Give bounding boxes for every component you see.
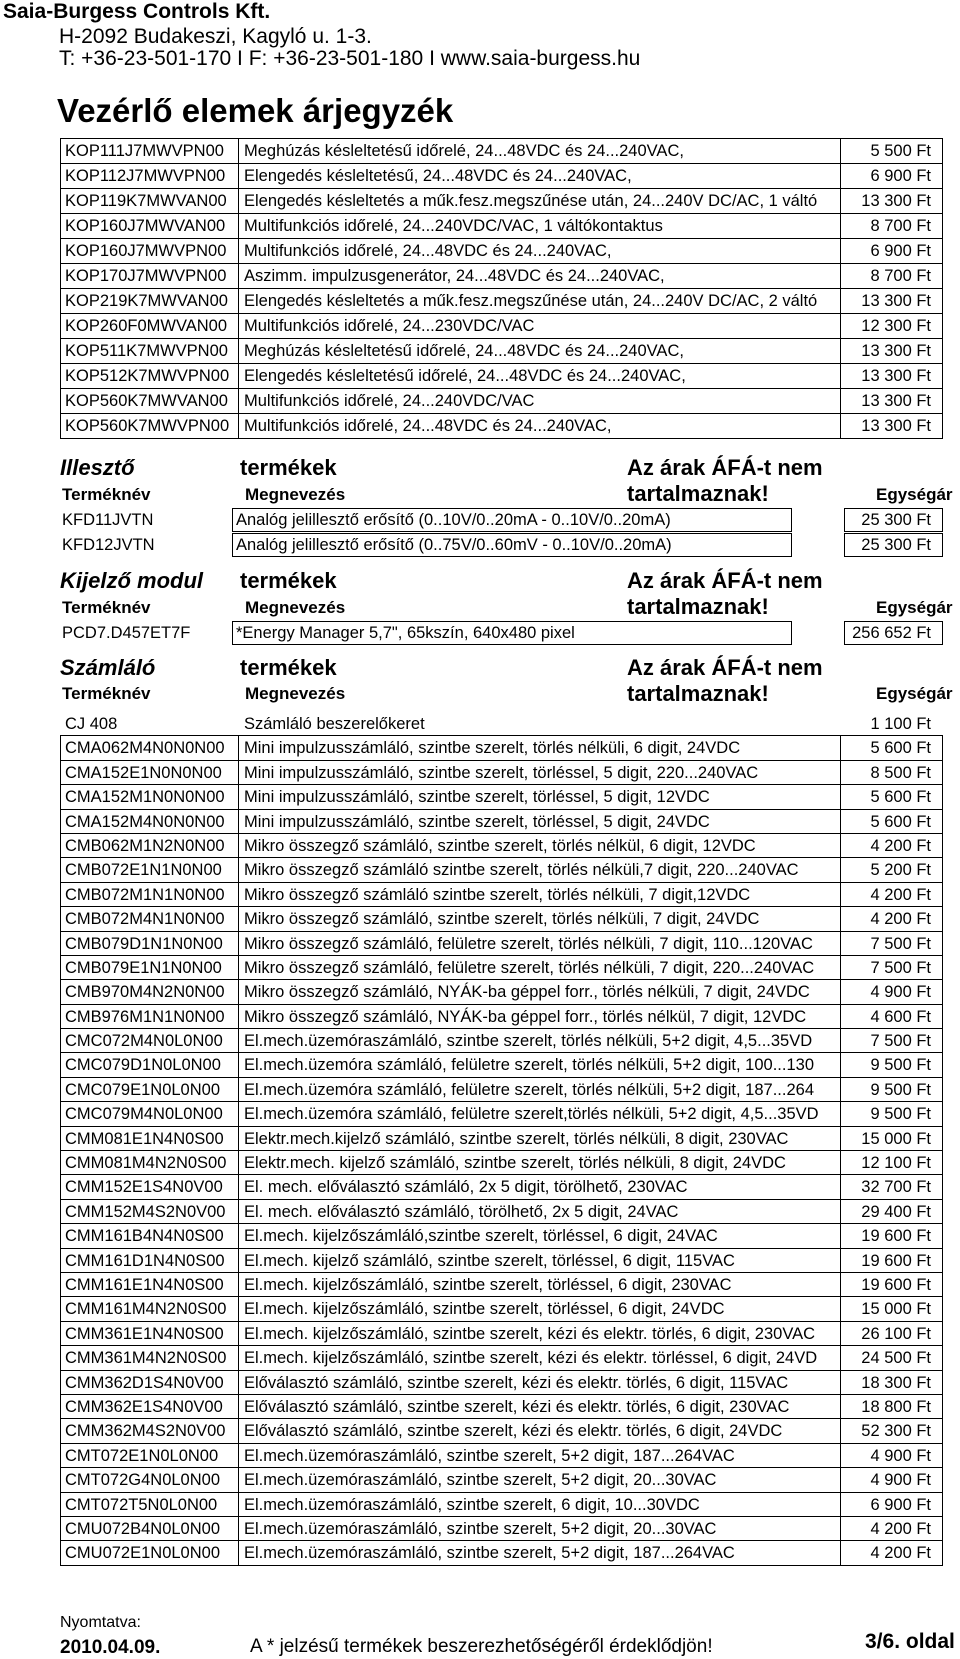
table-row [60,810,943,834]
product-description: El.mech.üzemóraszámláló, szintbe szerelt, 6 digit, 10...30VDC [244,1495,700,1514]
product-price: 32 700 Ft [861,1178,931,1197]
column-header-name: Terméknév [62,485,151,504]
product-price: 9 500 Ft [870,1056,931,1075]
vat-note: Az árak ÁFÁ-t nem tartalmaznak! [627,455,823,506]
column-header-name: Terméknév [62,598,151,617]
section-title-illeszto: Illesztő [60,455,135,480]
product-description: Mikro összegző számláló, felületre szerelt, törlés nélküli, 7 digit, 220...240VAC [244,958,815,977]
product-code: KOP560K7MWVAN00 [65,392,228,410]
product-price: 24 500 Ft [861,1349,931,1368]
column-header-name: Terméknév [62,684,151,703]
product-price: 18 300 Ft [861,1373,931,1392]
product-code: KOP219K7MWVAN00 [65,292,228,310]
product-description: El.mech.üzemóraszámláló, szintbe szerelt, 5+2 digit, 20...30VAC [244,1519,717,1538]
product-description: Mikro összegző számláló szintbe szerelt, törlés nélküli,7 digit, 220...240VAC [244,861,799,880]
szamlalo-table [60,712,943,1566]
product-price: 8 700 Ft [870,267,931,285]
product-description: Mini impulzusszámláló, szintbe szerelt, törléssel, 5 digit, 24VDC [244,812,710,831]
page-title: Vezérlő elemek árjegyzék [57,92,454,129]
product-description: Multifunkciós időrelé, 24...230VDC/VAC [244,317,535,335]
product-description: Multifunkciós időrelé, 24...48VDC és 24...240VAC, [244,417,612,435]
table-row [60,834,943,858]
product-description: Analóg jelillesztő erősítő (0..75V/0..60mV - 0..10V/0..20mA) [232,533,792,557]
product-code: CMM362E1S4N0V00 [65,1397,223,1416]
product-price: 29 400 Ft [861,1202,931,1221]
print-date: 2010.04.09. [60,1637,161,1658]
section-tag: termékek [240,455,337,480]
product-description: Meghúzás késleltetésű időrelé, 24...48VDC és 24...240VAC, [244,142,684,160]
table-row [60,1005,943,1029]
product-price: 19 600 Ft [861,1251,931,1270]
product-code: KOP260F0MWVAN00 [65,317,228,335]
product-price: 19 600 Ft [861,1275,931,1294]
product-code: CMM161B4N4N0S00 [65,1227,224,1246]
product-description: Elengedés késleltetésű időrelé, 24...48VDC és 24...240VAC, [244,367,686,385]
product-description: Mikro összegző számláló szintbe szerelt, törlés nélküli, 7 digit,12VDC [244,885,751,904]
table-row [60,1127,943,1151]
product-price: 13 300 Ft [861,367,931,385]
table-row [60,907,943,931]
product-description: El.mech.üzemóraszámláló, szintbe szerelt, 5+2 digit, 187...264VAC [244,1446,735,1465]
product-code: KOP119K7MWVAN00 [65,192,227,210]
product-code: CMU072B4N0L0N00 [65,1519,221,1538]
product-price: 4 900 Ft [870,1446,931,1465]
product-price: 12 100 Ft [861,1154,931,1173]
table-row [60,1322,943,1346]
product-code: CMM161M4N2N0S00 [65,1300,227,1319]
table-row [60,1273,943,1297]
product-code: KFD11JVTN [62,511,154,529]
product-description: El.mech. kijelzőszámláló,szintbe szerelt, törléssel, 6 digit, 24VAC [244,1227,718,1246]
product-price: 13 300 Ft [861,192,931,210]
section-title-kijelzo: Kijelző modul [60,568,203,593]
product-description: Mini impulzusszámláló, szintbe szerelt, törléssel, 5 digit, 220...240VAC [244,763,759,782]
table-row [60,932,943,956]
table-row [60,736,943,760]
product-description: Multifunkciós időrelé, 24...48VDC és 24...240VAC, [244,242,612,260]
product-description: El. mech. előválasztó számláló, 2x 5 digit, törölhető, 230VAC [244,1178,688,1197]
product-code: CMM081M4N2N0S00 [65,1154,227,1173]
table-row [60,189,943,214]
product-code: CMB072M4N1N0N00 [65,910,225,929]
table-row [60,1297,943,1321]
table-row [60,1151,943,1175]
product-code: KOP160J7MWVAN00 [65,217,226,235]
product-code: CMT072T5N0L0N00 [65,1495,218,1514]
product-description: *Energy Manager 5,7", 65kszín, 640x480 pixel [232,621,792,645]
product-description: El.mech. kijelző számláló, szintbe szerelt, törléssel, 6 digit, 115VAC [244,1251,735,1270]
product-price: 52 300 Ft [861,1422,931,1441]
table-row [60,761,943,785]
product-description: El.mech. kijelzőszámláló, szintbe szerelt, kézi és elektr. törléssel, 6 digit, 24VD [244,1349,818,1368]
column-header-price: Egységár [876,485,953,504]
table-row [60,1371,943,1395]
table-row [60,1102,943,1126]
column-header-desc: Megnevezés [245,485,346,504]
product-code: CMM152M4S2N0V00 [65,1202,226,1221]
product-description: Mikro összegző számláló, szintbe szerelt, törlés nélkül, 6 digit, 12VDC [244,836,756,855]
product-description: Mikro összegző számláló, szintbe szerelt, törlés nélküli, 7 digit, 24VDC [244,910,760,929]
company-contact: T: +36-23-501-170 I F: +36-23-501-180 I www.saia-burgess.hu [59,47,641,70]
product-description: Előválasztó számláló, szintbe szerelt, kézi és elektr. törlés, 6 digit, 115VAC [244,1373,789,1392]
product-description: Mini impulzusszámláló, szintbe szerelt, törléssel, 5 digit, 12VDC [244,788,710,807]
product-description: Mikro összegző számláló, felületre szerelt, törlés nélküli, 7 digit, 110...120VAC [244,934,813,953]
table-row [60,289,943,314]
product-code: CMC079D1N0L0N00 [65,1056,221,1075]
table-row [60,1029,943,1053]
product-description: Elengedés késleltetés a műk.fesz.megszűnése után, 24...240V DC/AC, 1 váltó [244,192,818,210]
table-row [60,1078,943,1102]
product-code: CMB079E1N1N0N00 [65,958,222,977]
product-price: 6 900 Ft [870,167,931,185]
product-price: 9 500 Ft [870,1080,931,1099]
product-price: 7 500 Ft [870,934,931,953]
product-description: El.mech.üzemóra számláló, felületre szerelt, törlés nélküli, 5+2 digit, 100...130 [244,1056,814,1075]
product-description: Multifunkciós időrelé, 24...240VDC/VAC [244,392,535,410]
product-description: El.mech. kijelzőszámláló, szintbe szerelt, kézi és elektr. törlés, 6 digit, 230VAC [244,1324,816,1343]
product-code: CMU072E1N0L0N00 [65,1544,221,1563]
table-row [60,364,943,389]
product-code: CMB072M1N1N0N00 [65,885,225,904]
product-code: CMA152E1N0N0N00 [65,763,222,782]
kop-table [60,138,943,439]
product-code: CMC079M4N0L0N00 [65,1105,223,1124]
product-price: 4 200 Ft [870,910,931,929]
product-code: CMM362M4S2N0V00 [65,1422,226,1441]
printed-label: Nyomtatva: [60,1614,141,1631]
table-row [60,1395,943,1419]
product-price: 7 500 Ft [870,958,931,977]
product-price: 18 800 Ft [861,1397,931,1416]
product-description: Elengedés késleltetés a műk.fesz.megszűnése után, 24...240V DC/AC, 2 váltó [244,292,818,310]
product-price: 15 000 Ft [861,1300,931,1319]
product-price: 8 500 Ft [870,763,931,782]
table-row [60,980,943,1004]
column-header-desc: Megnevezés [245,598,346,617]
product-description: Meghúzás késleltetésű időrelé, 24...48VDC és 24...240VAC, [244,342,684,360]
product-code: CMT072E1N0L0N00 [65,1446,219,1465]
product-description: El. mech. előválasztó számláló, törölhető, 2x 5 digit, 24VAC [244,1202,679,1221]
section-tag: termékek [240,568,337,593]
product-price: 6 900 Ft [870,1495,931,1514]
product-price: 7 500 Ft [870,1032,931,1051]
table-row [60,1249,943,1273]
table-row [60,389,943,414]
product-price: 13 300 Ft [861,292,931,310]
table-row [60,1517,943,1541]
product-code: KOP560K7MWVPN00 [65,417,230,435]
product-description: El.mech.üzemóra számláló, felületre szerelt,törlés nélküli, 5+2 digit, 4,5...35VD [244,1105,819,1124]
product-code: KOP512K7MWVPN00 [65,367,230,385]
product-price: 13 300 Ft [861,392,931,410]
product-code: KOP170J7MWVPN00 [65,267,227,285]
section-title-szamlalo: Számláló [60,655,156,680]
product-code: CMM362D1S4N0V00 [65,1373,224,1392]
product-price: 5 500 Ft [870,142,931,160]
table-row [60,1224,943,1248]
product-description: Aszimm. impulzusgenerátor, 24...48VDC és 24...240VAC, [244,267,665,285]
product-description: Előválasztó számláló, szintbe szerelt, kézi és elektr. törlés, 6 digit, 24VDC [244,1422,783,1441]
product-description: Előválasztó számláló, szintbe szerelt, kézi és elektr. törlés, 6 digit, 230VAC [244,1397,790,1416]
product-description: Elengedés késleltetésű, 24...48VDC és 24...240VAC, [244,167,632,185]
table-row [60,1444,943,1468]
product-price: 9 500 Ft [870,1105,931,1124]
product-price: 26 100 Ft [861,1324,931,1343]
product-price: 5 600 Ft [870,739,931,758]
product-price: 256 652 Ft [852,624,931,642]
product-code: CMM152E1S4N0V00 [65,1178,223,1197]
product-code: CMM161E1N4N0S00 [65,1275,224,1294]
company-address: H-2092 Budakeszi, Kagyló u. 1-3. [59,25,372,48]
product-code: KOP160J7MWVPN00 [65,242,227,260]
product-description: El.mech.üzemóraszámláló, szintbe szerelt, törlés nélküli, 5+2 digit, 4,5...35VD [244,1032,813,1051]
product-price: 5 600 Ft [870,812,931,831]
product-description: El.mech. kijelzőszámláló, szintbe szerelt, törléssel, 6 digit, 24VDC [244,1300,725,1319]
product-code: CMB072E1N1N0N00 [65,861,222,880]
table-row [60,621,943,646]
product-price: 4 900 Ft [870,983,931,1002]
product-code: CMM361E1N4N0S00 [65,1324,224,1343]
product-description: El.mech.üzemóra számláló, felületre szerelt, törlés nélküli, 5+2 digit, 187...264 [244,1080,814,1099]
table-row [60,1200,943,1224]
product-price: 19 600 Ft [861,1227,931,1246]
vat-note: Az árak ÁFÁ-t nem tartalmaznak! [627,568,823,619]
product-price: 25 300 Ft [861,511,931,529]
product-description: Mikro összegző számláló, NYÁK-ba géppel forr., törlés nélküli, 7 digit, 24VDC [244,983,810,1002]
table-row [60,712,943,736]
table-row [60,214,943,239]
table-row [60,1419,943,1443]
product-code: CMA062M4N0N0N00 [65,739,225,758]
product-code: CMM161D1N4N0S00 [65,1251,225,1270]
table-row [60,1175,943,1199]
product-description: Analóg jelillesztő erősítő (0..10V/0..20mA - 0..10V/0..20mA) [232,508,792,532]
column-header-desc: Megnevezés [245,684,346,703]
page-number: 3/6. oldal [865,1630,955,1653]
table-row [60,508,943,533]
column-header-price: Egységár [876,684,953,703]
table-row [60,1493,943,1517]
product-code: CJ 408 [65,715,118,733]
section-tag: termékek [240,655,337,680]
product-code: CMC079E1N0L0N00 [65,1080,221,1099]
product-price: 13 300 Ft [861,417,931,435]
table-row [60,1468,943,1492]
product-description: Mikro összegző számláló, NYÁK-ba géppel forr., törlés nélkül, 7 digit, 12VDC [244,1007,807,1026]
product-description: Multifunkciós időrelé, 24...240VDC/VAC, 1 váltókontaktus [244,217,663,235]
table-row [60,883,943,907]
column-header-price: Egységár [876,598,953,617]
product-code: CMB079D1N1N0N00 [65,934,223,953]
table-row [60,1053,943,1077]
product-code: CMT072G4N0L0N00 [65,1471,220,1490]
product-price: 5 200 Ft [870,861,931,880]
company-name: Saia-Burgess Controls Kft. [3,0,271,23]
availability-note: A * jelzésű termékek beszerezhetőségéről érdeklődjön! [250,1636,713,1657]
product-code: CMB062M1N2N0N00 [65,836,225,855]
product-code: CMB976M1N1N0N00 [65,1007,225,1026]
product-code: PCD7.D457ET7F [62,624,191,642]
table-row [60,264,943,289]
product-price: 4 200 Ft [870,885,931,904]
product-description: El.mech.üzemóraszámláló, szintbe szerelt, 5+2 digit, 187...264VAC [244,1544,735,1563]
product-price: 8 700 Ft [870,217,931,235]
product-price: 25 300 Ft [861,536,931,554]
product-code: CMC072M4N0L0N00 [65,1032,223,1051]
product-description: El.mech. kijelzőszámláló, szintbe szerelt, törléssel, 6 digit, 230VAC [244,1275,732,1294]
product-code: KOP111J7MWVPN00 [65,142,224,160]
product-description: El.mech.üzemóraszámláló, szintbe szerelt, 5+2 digit, 20...30VAC [244,1471,717,1490]
product-price: 4 900 Ft [870,1471,931,1490]
product-price: 1 100 Ft [870,715,931,733]
table-row [60,1541,943,1565]
product-description: Elektr.mech. kijelző számláló, szintbe szerelt, törlés nélküli, 8 digit, 24VDC [244,1154,786,1173]
product-price: 6 900 Ft [870,242,931,260]
product-description: Elektr.mech.kijelző számláló, szintbe szerelt, törlés nélküli, 8 digit, 230VAC [244,1129,789,1148]
product-code: KOP511K7MWVPN00 [65,342,228,360]
product-code: CMA152M4N0N0N00 [65,812,225,831]
product-price: 4 200 Ft [870,1519,931,1538]
product-price: 4 200 Ft [870,1544,931,1563]
product-price: 4 200 Ft [870,836,931,855]
product-description: Számláló beszerelőkeret [244,715,425,733]
table-row [60,339,943,364]
product-description: Mini impulzusszámláló, szintbe szerelt, törlés nélküli, 6 digit, 24VDC [244,739,741,758]
table-row [60,858,943,882]
product-code: CMA152M1N0N0N00 [65,788,225,807]
table-row [60,164,943,189]
product-code: KOP112J7MWVPN00 [65,167,226,185]
table-row [60,414,943,439]
table-row [60,785,943,809]
product-price: 15 000 Ft [861,1129,931,1148]
product-price: 12 300 Ft [861,317,931,335]
product-price: 13 300 Ft [861,342,931,360]
product-price: 4 600 Ft [870,1007,931,1026]
table-row [60,314,943,339]
table-row [60,533,943,558]
table-row [60,956,943,980]
vat-note: Az árak ÁFÁ-t nem tartalmaznak! [627,655,823,706]
product-code: CMM081E1N4N0S00 [65,1129,224,1148]
product-code: CMB970M4N2N0N00 [65,983,225,1002]
product-code: CMM361M4N2N0S00 [65,1349,227,1368]
table-row [60,239,943,264]
product-price: 5 600 Ft [870,788,931,807]
table-row [60,139,943,164]
product-code: KFD12JVTN [62,536,155,554]
table-row [60,1346,943,1370]
